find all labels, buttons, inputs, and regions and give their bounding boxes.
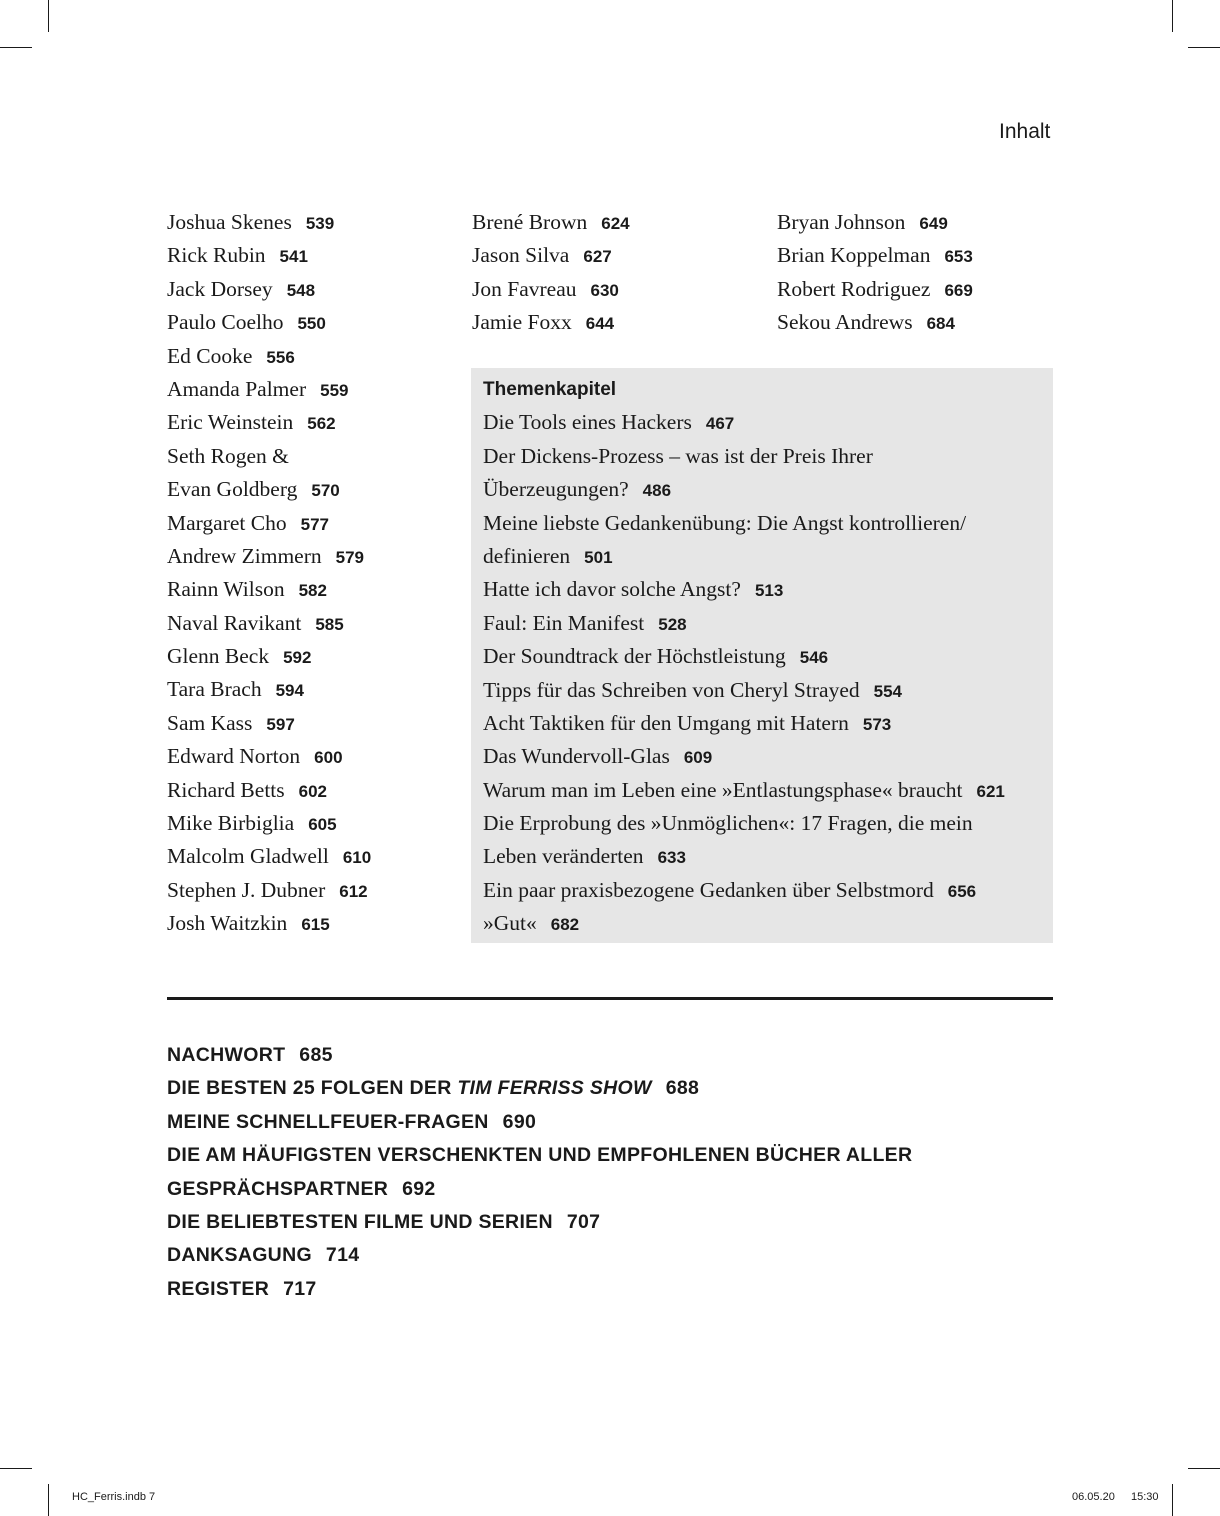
back-matter-entry[interactable]: GESPRÄCHSPARTNER 692 (167, 1177, 436, 1200)
slug-time: 15:30 (1131, 1491, 1159, 1503)
toc-entry[interactable]: Rainn Wilson 582 (167, 577, 327, 602)
topic-entry[interactable]: Die Erprobung des »Unmöglichen«: 17 Fragen, die mein (483, 811, 973, 836)
topic-entry[interactable]: Die Tools eines Hackers 467 (483, 410, 735, 435)
toc-entry[interactable]: Rick Rubin 541 (167, 243, 308, 268)
topic-chapters-title: Themenkapitel (483, 379, 617, 400)
topic-entry[interactable]: Überzeugungen? 486 (483, 477, 672, 502)
toc-column-3 (777, 206, 973, 340)
running-header: Inhalt (999, 120, 1051, 143)
topic-entry[interactable]: Der Soundtrack der Höchstleistung 546 (483, 644, 829, 669)
back-matter-entry[interactable]: MEINE SCHNELLFEUER-FRAGEN 690 (167, 1110, 537, 1133)
back-matter-list (167, 1039, 912, 1306)
crop-mark (48, 0, 49, 32)
crop-mark (0, 47, 32, 48)
topic-entry[interactable]: Hatte ich davor solche Angst? 513 (483, 577, 784, 602)
back-matter-entry[interactable]: NACHWORT 685 (167, 1044, 333, 1066)
crop-mark (1172, 1484, 1173, 1516)
toc-entry[interactable]: Edward Norton 600 (167, 744, 343, 769)
crop-mark (0, 1468, 32, 1469)
toc-entry[interactable]: Seth Rogen & (167, 443, 289, 468)
toc-entry[interactable]: Amanda Palmer 559 (167, 376, 349, 401)
toc-column-1 (167, 206, 371, 941)
toc-entry[interactable]: Robert Rodriguez 669 (777, 276, 973, 301)
slug-date: 06.05.20 (1072, 1491, 1115, 1503)
toc-entry[interactable]: Sam Kass 597 (167, 710, 295, 735)
toc-entry[interactable]: Ed Cooke 556 (167, 343, 295, 368)
slug-filename: HC_Ferris.indb 7 (72, 1491, 156, 1503)
crop-mark (1172, 0, 1173, 32)
toc-entry[interactable]: Brian Koppelman 653 (777, 243, 973, 268)
toc-entry[interactable]: Tara Brach 594 (167, 677, 304, 702)
toc-entry[interactable]: Jason Silva 627 (472, 243, 612, 268)
toc-entry[interactable]: Naval Ravikant 585 (167, 610, 344, 635)
toc-entry[interactable]: Joshua Skenes 539 (167, 210, 335, 234)
toc-entry[interactable]: Evan Goldberg 570 (167, 477, 340, 502)
toc-entry[interactable]: Malcolm Gladwell 610 (167, 844, 372, 869)
toc-entry[interactable]: Glenn Beck 592 (167, 644, 312, 669)
back-matter-entry[interactable]: DANKSAGUNG 714 (167, 1244, 360, 1267)
back-matter-entry[interactable]: DIE BESTEN 25 FOLGEN DER TIM FERRISS SHOW 688 (167, 1077, 700, 1100)
topic-entry[interactable]: Ein paar praxisbezogene Gedanken über Selbstmord 656 (483, 877, 977, 902)
toc-entry[interactable]: Bryan Johnson 649 (777, 210, 948, 234)
crop-mark (1188, 1468, 1220, 1469)
toc-entry[interactable]: Paulo Coelho 550 (167, 310, 326, 335)
back-matter-entry[interactable]: DIE AM HÄUFIGSTEN VERSCHENKTEN UND EMPFOHLENEN BÜCHER ALLER (167, 1144, 913, 1167)
section-divider (167, 997, 1053, 1000)
toc-entry[interactable]: Margaret Cho 577 (167, 510, 329, 535)
topic-entry[interactable]: »Gut« 682 (483, 911, 580, 936)
topic-entry[interactable]: Leben veränderten 633 (483, 844, 686, 869)
topic-entry[interactable]: Acht Taktiken für den Umgang mit Hatern 573 (483, 710, 892, 735)
back-matter-entry[interactable]: REGISTER 717 (167, 1277, 317, 1300)
back-matter-entry[interactable]: DIE BELIEBTESTEN FILME UND SERIEN 707 (167, 1210, 601, 1233)
toc-entry[interactable]: Jamie Foxx 644 (472, 310, 615, 335)
toc-column-2 (472, 206, 630, 340)
toc-entry[interactable]: Jack Dorsey 548 (167, 276, 316, 301)
toc-entry[interactable]: Brené Brown 624 (472, 210, 630, 234)
topic-entry[interactable]: Meine liebste Gedankenübung: Die Angst kontrollieren/ (483, 510, 967, 535)
topic-entry[interactable]: Der Dickens-Prozess – was ist der Preis Ihrer (483, 443, 873, 468)
topic-entry[interactable]: Tipps für das Schreiben von Cheryl Strayed 554 (483, 677, 902, 702)
toc-entry[interactable]: Mike Birbiglia 605 (167, 811, 337, 836)
toc-entry[interactable]: Eric Weinstein 562 (167, 410, 336, 435)
toc-entry[interactable]: Jon Favreau 630 (472, 276, 619, 301)
topic-entry[interactable]: Faul: Ein Manifest 528 (483, 610, 687, 635)
topic-chapters-box (471, 368, 1053, 943)
crop-mark (48, 1484, 49, 1516)
crop-mark (1188, 47, 1220, 48)
topic-entry[interactable]: Warum man im Leben eine »Entlastungsphase« braucht 621 (483, 777, 1005, 802)
topic-entry[interactable]: definieren 501 (483, 543, 613, 568)
toc-entry[interactable]: Richard Betts 602 (167, 777, 328, 802)
toc-entry[interactable]: Andrew Zimmern 579 (167, 543, 365, 568)
toc-entry[interactable]: Stephen J. Dubner 612 (167, 877, 368, 902)
toc-entry[interactable]: Sekou Andrews 684 (777, 310, 955, 335)
topic-entry[interactable]: Das Wundervoll-Glas 609 (483, 744, 713, 769)
toc-entry[interactable]: Josh Waitzkin 615 (167, 911, 330, 936)
